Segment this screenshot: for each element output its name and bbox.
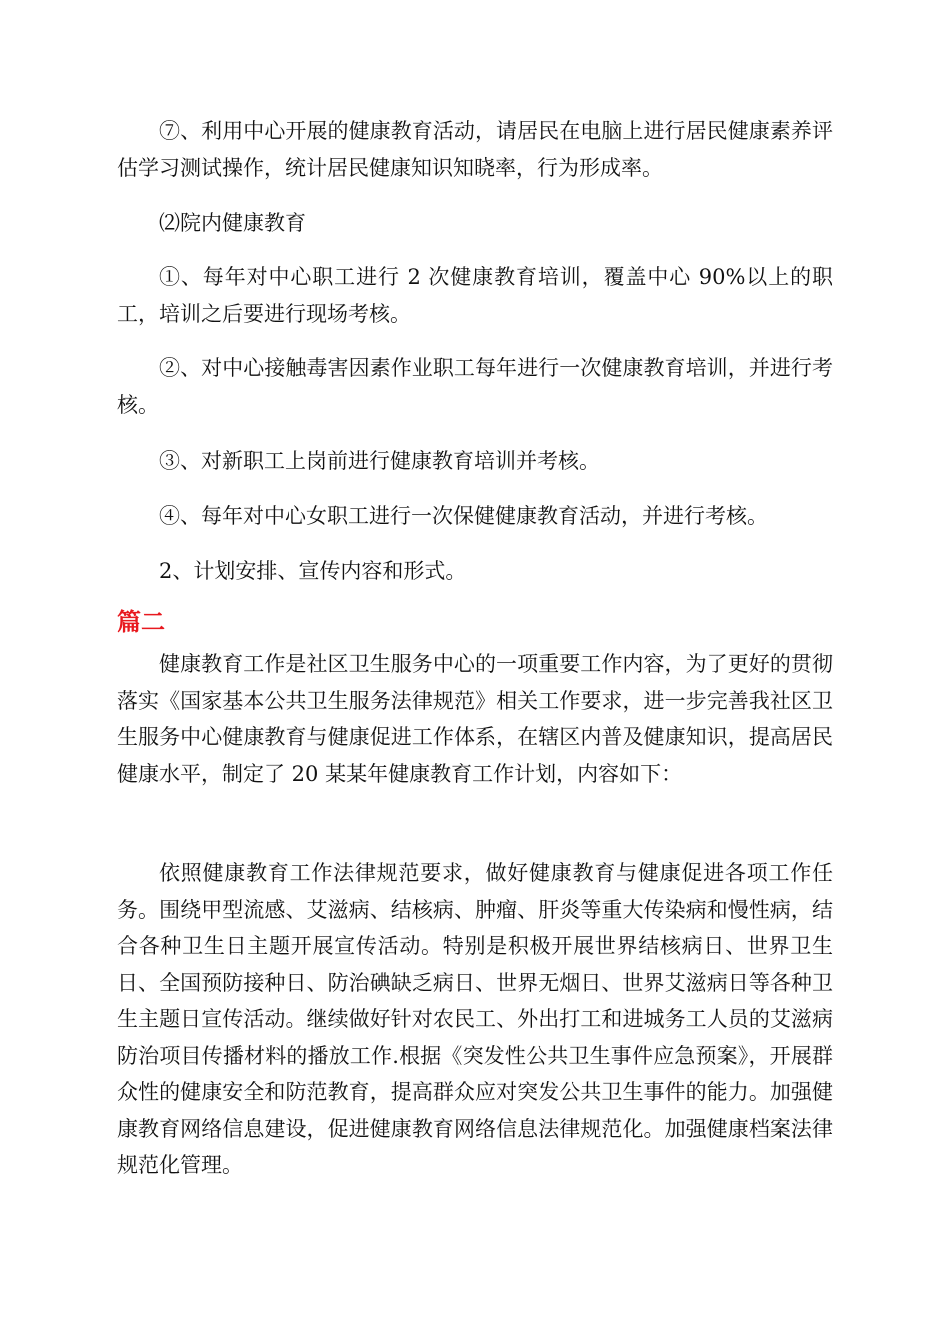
paragraph-item-3: ③、对新职工上岗前进行健康教育培训并考核。 [159, 449, 600, 473]
section-paragraph-tasks: 依照健康教育工作法律规范要求，做好健康教育与健康促进各项工作任务。围绕甲型流感、艾滋病、结核病、肿瘤、肝炎等重大传染病和慢性病，结合各种卫生日主题开展宣传活动。特别是积极开展世界结核病日、世界卫生日、全国预防接种日、防治碘缺乏病日、世界无烟日、世界艾滋病日等各种卫生主题日宣传活动。继续做好针对农民工、外出打工和进城务工人员的艾滋病防治项目传播材料的播放工作.根据《突发性公共卫生事件应急预案》，开展群众性的健康安全和防范教育，提高群众应对突发公共卫生事件的能力。加强健康教育网络信息建设，促进健康教育网络信息法律规范化。加强健康档案法律规范化管理。 [117, 861, 833, 1177]
paragraph-plan: 2、计划安排、宣传内容和形式。 [159, 559, 467, 583]
paragraph-item-1: ①、每年对中心职工进行 2 次健康教育培训，覆盖中心 90%以上的职工，培训之后要进行现场考核。 [117, 265, 833, 326]
section-heading: 篇二 [117, 608, 165, 636]
paragraph-item-7: ⑦、利用中心开展的健康教育活动，请居民在电脑上进行居民健康素养评估学习测试操作，统计居民健康知识知晓率，行为形成率。 [117, 119, 833, 180]
paragraph-item-4: ④、每年对中心女职工进行一次保健健康教育活动，并进行考核。 [159, 504, 768, 528]
paragraph-hospital-heading: ⑵院内健康教育 [159, 211, 306, 235]
section-paragraph-intro: 健康教育工作是社区卫生服务中心的一项重要工作内容，为了更好的贯彻落实《国家基本公共卫生服务法律规范》相关工作要求，进一步完善我社区卫生服务中心健康教育与健康促进工作体系，在辖区内普及健康知识，提高居民健康水平，制定了 20 某某年健康教育工作计划，内容如下： [117, 652, 833, 786]
paragraph-item-2: ②、对中心接触毒害因素作业职工每年进行一次健康教育培训，并进行考核。 [117, 356, 833, 417]
